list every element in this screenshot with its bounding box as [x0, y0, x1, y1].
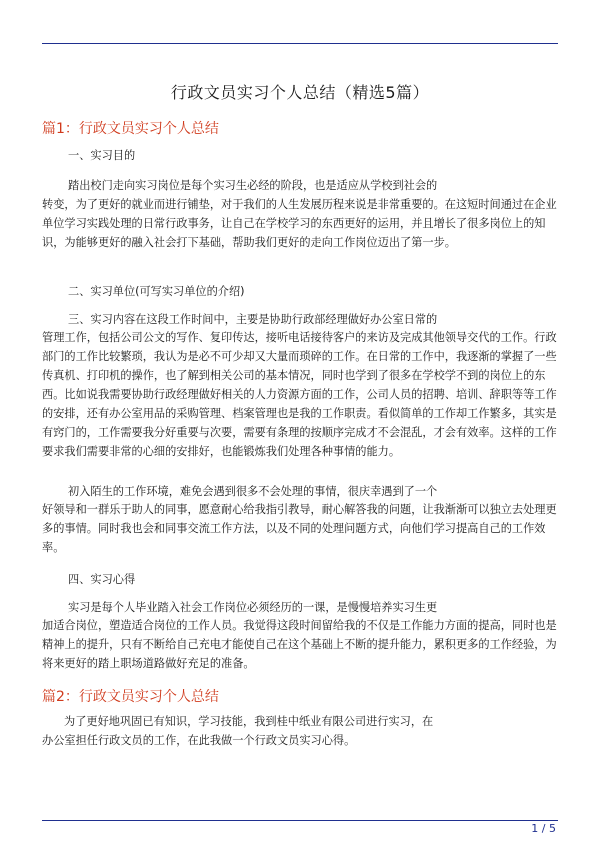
subheading-unit: 二、实习单位(可写实习单位的介绍) — [68, 285, 245, 298]
header-rule — [42, 43, 558, 44]
paragraph-5-line-1: 实习是每个人毕业踏入社会工作岗位必须经历的一课，是慢慢培养实习生更 — [68, 601, 438, 614]
paragraph-1-body: 转变，为了更好的就业而进行铺垫，对于我们的人生发展历程来说是非常重要的。在这短时间通过在企业单位学习实践处理的日常行政事务，让自己在学校学习的东西更好的运用，并且增长了很多岗位上的知识，为能够更好的融入社会打下基础，帮助我们更好的走向工作岗位迈出了第一步。 — [42, 198, 557, 249]
paragraph-3-body: 管理工作，包括公司公文的写作、复印传达，接听电话接待客户的来访及完成其他领导交代的工作。行政部门的工作比较繁琐，我认为是必不可少却又大量而琐碎的工作。在日常的工作中，我逐渐的掌握了一些传真机、打印机的操作，也了解到相关公司的基本情况，同时也学到了很多在学校学不到的岗位上的东西。比如说我需要协助行政经理做好相关的人力资源方面的工作，公司人员的招聘、培训、辞职等等工作的安排，还有办公室用品的采购管理、档案管理也是我的工作职责。看似简单的工作却工作繁多，其实是有窍门的，工作需要我分好重要与次要，需要有条理的按顺序完成才不会混乱，才会有效率。这样的工作要求我们需要非常的心细的安排好，也能锻炼我们处理各种事情的能力。 — [42, 331, 557, 458]
section-2-paragraph-line-1: 为了更好地巩固已有知识，学习技能，我到桂中纸业有限公司进行实习，在 — [64, 715, 434, 728]
section-heading-1: 篇1：行政文员实习个人总结 — [42, 121, 219, 137]
paragraph-1-line-1: 踏出校门走向实习岗位是每个实习生必经的阶段，也是适应从学校到社会的 — [68, 179, 438, 192]
paragraph-5-body: 加适合岗位，塑造适合岗位的工作人员。我觉得这段时间留给我的不仅是工作能力方面的提高，同时也是精神上的提升，只有不断给自己充电才能使自己在这个基础上不断的提升能力，累积更多的工作经验，为将来更好的踏上职场道路做好充足的准备。 — [42, 619, 557, 670]
page-number: 1 / 5 — [531, 822, 556, 835]
subheading-experience: 四、实习心得 — [68, 573, 136, 586]
footer-rule — [42, 820, 558, 821]
paragraph-4-body: 好领导和一群乐于助人的同事，愿意耐心给我指引教导，耐心解答我的问题，让我渐渐可以独立去处理更多的事情。同时我也会和同事交流工作方法，以及不同的处理问题方式，向他们学习提高自己的工作效率。 — [42, 503, 557, 554]
document-title: 行政文员实习个人总结（精选5篇） — [170, 83, 430, 102]
section-2-paragraph-body: 办公室担任行政文员的工作，在此我做一个行政文员实习心得。 — [42, 734, 356, 747]
section-heading-2: 篇2：行政文员实习个人总结 — [42, 689, 219, 705]
paragraph-4-line-1: 初入陌生的工作环境，难免会遇到很多不会处理的事情，很庆幸遇到了一个 — [68, 485, 438, 498]
paragraph-3-line-1: 三、实习内容在这段工作时间中，主要是协助行政部经理做好办公室日常的 — [68, 313, 438, 326]
subheading-purpose: 一、实习目的 — [68, 149, 136, 162]
